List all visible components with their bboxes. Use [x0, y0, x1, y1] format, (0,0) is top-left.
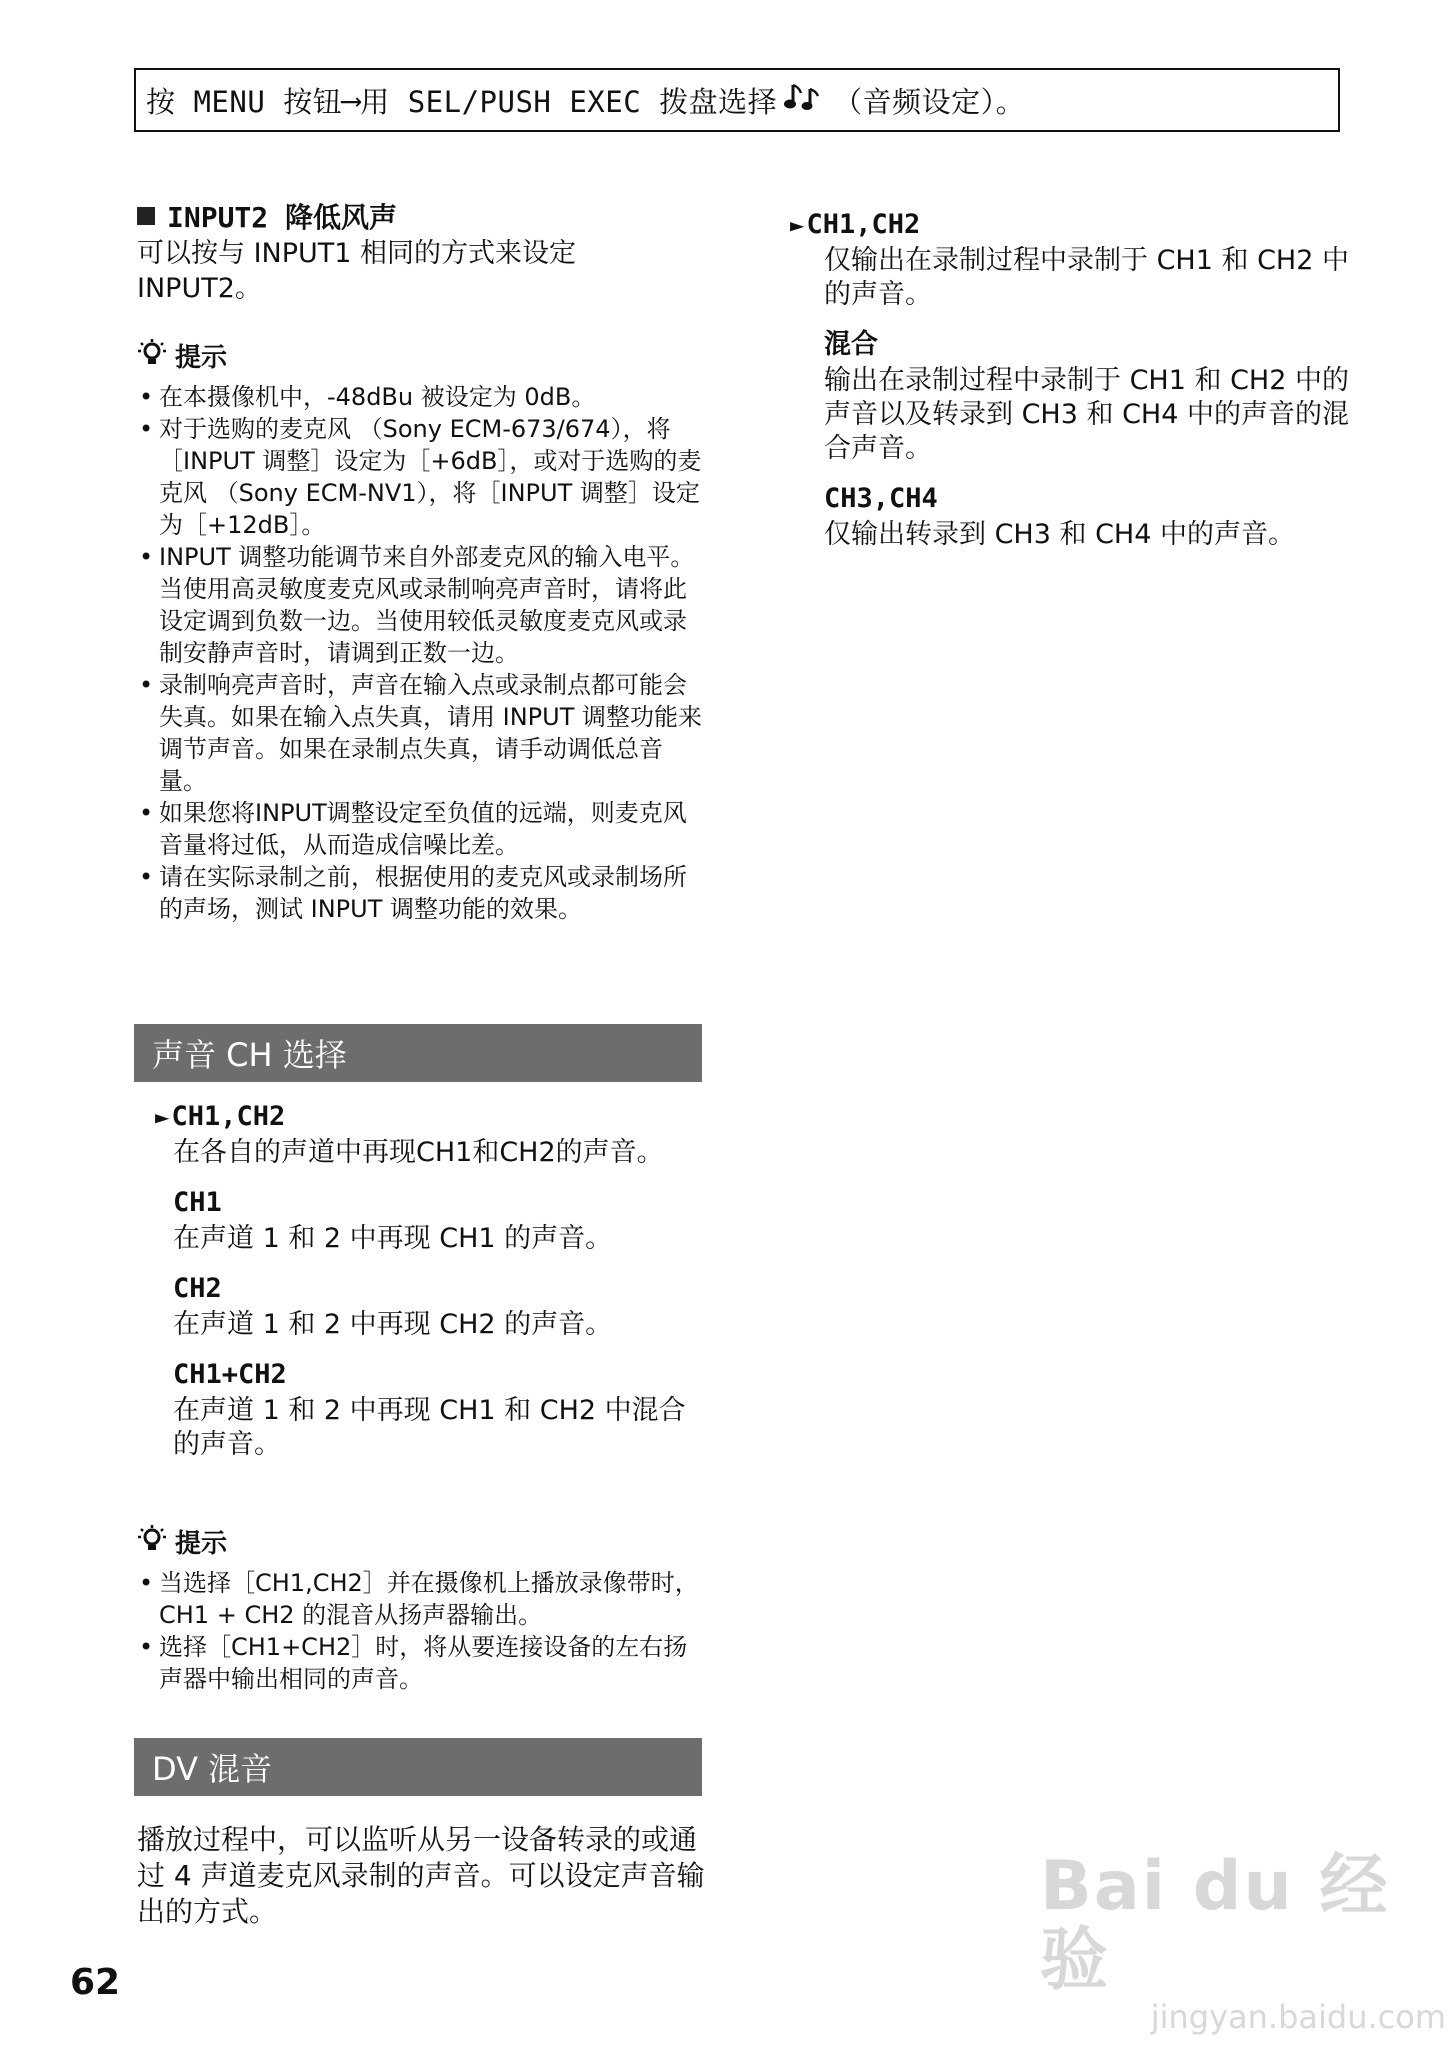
input2-section [137, 200, 707, 306]
section-title-ch-select: 声音 CH 选择 [134, 1024, 702, 1082]
option-item [155, 1098, 705, 1170]
option-desc: 在声道 1 和 2 中再现 CH1 和 CH2 中混合的声音。 [173, 1395, 686, 1460]
option-item [155, 1270, 705, 1342]
option-label: CH1,CH2 [171, 1101, 286, 1132]
tip-item: • 请在实际录制之前，根据使用的麦克风或录制场所的声场，测试 INPUT 调整功能的效果。 [137, 861, 707, 925]
square-bullet-icon [137, 207, 155, 225]
tips-heading: 提示 [137, 338, 707, 377]
lightbulb-icon [137, 1524, 175, 1563]
option-label: 混合 [824, 329, 878, 360]
tip-item: • 在本摄像机中，-48dBu 被设定为 0dB。 [137, 381, 707, 413]
option-desc: 在各自的声道中再现CH1和CH2的声音。 [173, 1137, 664, 1168]
section-title-dv-mix: DV 混音 [134, 1738, 702, 1796]
input2-title: INPUT2 降低风声 [137, 200, 707, 236]
tip-item: • INPUT 调整功能调节来自外部麦克风的输入电平。当使用高灵敏度麦克风或录制响亮声音时，请将此设定调到负数一边。当使用较低灵敏度麦克风或录制安静声音时，请调到正数一边。 [137, 541, 707, 669]
option-item [155, 1356, 705, 1462]
tips-block-2 [137, 1524, 707, 1695]
tip-item: • 录制响亮声音时，声音在输入点或录制点都可能会失真。如果在输入点失真，请用 INPUT 调整功能来调节声音。如果在录制点失真，请手动调低总音量。 [137, 669, 707, 797]
arrow-icon: ⟶ [342, 83, 361, 117]
option-desc: 仅输出在录制过程中录制于 CH1 和 CH2 中的声音。 [824, 245, 1349, 310]
baidu-jingyan-watermark [1040, 1847, 1452, 2036]
watermark-url: jingyan.baidu.com [1150, 1998, 1446, 2036]
option-desc: 在声道 1 和 2 中再现 CH2 的声音。 [173, 1309, 613, 1340]
option-label: CH3,CH4 [824, 483, 938, 514]
input2-body-line1: 可以按与 INPUT1 相同的方式来设定 [137, 238, 577, 269]
input2-body-line2: INPUT2。 [137, 273, 262, 304]
default-marker-icon: ► [155, 1103, 170, 1131]
watermark-logo: Bai du 经验 [1040, 1847, 1390, 2000]
menu-instruction-box [134, 68, 1340, 132]
tips-block-1 [137, 338, 707, 925]
header-suffix: （音频设定）。 [833, 84, 1026, 119]
tip-item: • 当选择［CH1,CH2］并在摄像机上播放录像带时，CH1 + CH2 的混音从扬声器输出。 [137, 1567, 707, 1631]
option-label: CH1,CH2 [806, 209, 921, 240]
option-label: CH1 [173, 1187, 222, 1218]
tip-item: • 如果您将INPUT调整设定至负值的远端，则麦克风音量将过低，从而造成信噪比差。 [137, 797, 707, 861]
option-item [790, 326, 1350, 466]
page-number: 62 [70, 1962, 121, 2003]
default-marker-icon: ► [790, 211, 805, 239]
option-label: CH1+CH2 [173, 1359, 287, 1390]
option-item [155, 1184, 705, 1256]
ch-select-options [155, 1098, 705, 1476]
option-desc: 在声道 1 和 2 中再现 CH1 的声音。 [173, 1223, 613, 1254]
header-middle: 用 SEL/PUSH EXEC 拨盘选择 [360, 84, 778, 119]
dv-mix-options [790, 206, 1350, 566]
option-label: CH2 [173, 1273, 222, 1304]
option-item [790, 480, 1350, 552]
dv-mix-body: 播放过程中，可以监听从另一设备转录的或通过 4 声道麦克风录制的声音。可以设定声音输出的方式。 [137, 1823, 705, 1928]
option-desc: 输出在录制过程中录制于 CH1 和 CH2 中的声音以及转录到 CH3 和 CH4 中的声音的混合声音。 [824, 365, 1349, 464]
header-prefix: 按 MENU 按钮 [146, 84, 343, 119]
tips-heading: 提示 [137, 1524, 707, 1563]
lightbulb-icon [137, 338, 175, 377]
audio-note-icon [783, 79, 827, 121]
tip-item: • 选择［CH1+CH2］时，将从要连接设备的左右扬声器中输出相同的声音。 [137, 1631, 707, 1695]
option-item [790, 206, 1350, 312]
option-desc: 仅输出转录到 CH3 和 CH4 中的声音。 [824, 519, 1295, 550]
tip-item: • 对于选购的麦克风 （Sony ECM-673/674），将［INPUT 调整］设定为［+6dB］，或对于选购的麦克风 （Sony ECM-NV1），将［INPUT 调整］设定为［+12dB］。 [137, 413, 707, 541]
